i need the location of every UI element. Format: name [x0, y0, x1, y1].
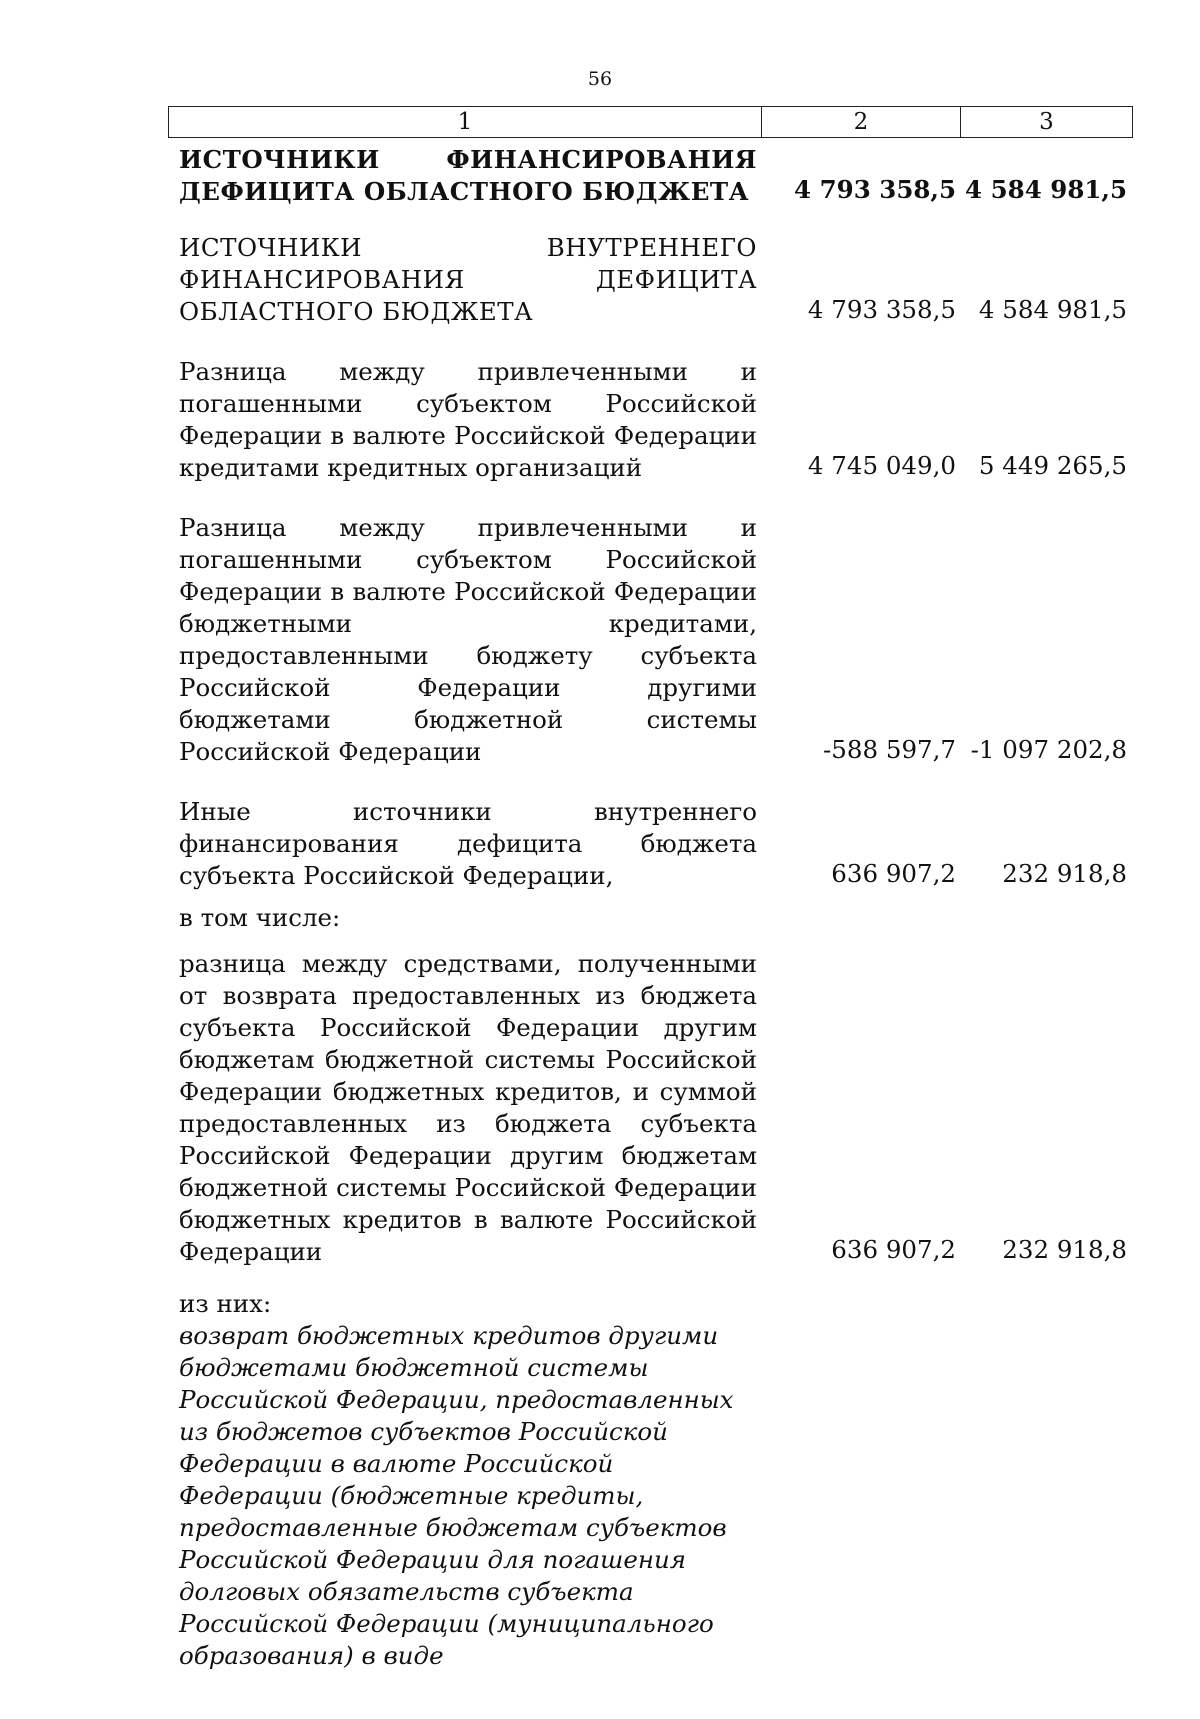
row-label: Разница между привлеченными и погашенными субъектом Российской Федерации в валюте Российской Федерации кредитами кредитных организаций [179, 357, 757, 482]
row-label: возврат бюджетных кредитов другими бюджетами бюджетной системы Российской Федерации, предоставленных из бюджетов субъектов Российской Федерации в валюте Российской Федерации (бюджетные кредиты, предоставленные бюджетам субъектов Российской Федерации для погашения долговых обязательств субъекта Российской Федерации (муниципального образования) в виде [179, 1321, 734, 1670]
row-value-col3: 232 918,8 [1002, 859, 1127, 888]
row-value-col3: 4 584 981,5 [978, 295, 1127, 324]
table-row [0, 356, 1200, 484]
row-value-col2: 4 745 049,0 [807, 451, 956, 480]
row-label: из них: [179, 1289, 272, 1318]
row-value-col3: 5 449 265,5 [978, 451, 1127, 480]
row-value-col3: 232 918,8 [1002, 1235, 1127, 1264]
row-value-col2: 4 793 358,5 [794, 175, 956, 204]
table-row [0, 144, 1200, 208]
row-value-col2: -588 597,7 [823, 735, 956, 764]
table-row [0, 796, 1200, 892]
row-label: ИСТОЧНИКИ ВНУТРЕННЕГО ФИНАНСИРОВАНИЯ ДЕФИЦИТА ОБЛАСТНОГО БЮДЖЕТА [179, 233, 757, 326]
row-value-col3: 4 584 981,5 [965, 175, 1127, 204]
table-row [0, 1288, 1200, 1320]
row-label: ИСТОЧНИКИ ФИНАНСИРОВАНИЯ ДЕФИЦИТА ОБЛАСТНОГО БЮДЖЕТА [179, 145, 757, 206]
row-label: разница между средствами, полученными от возврата предоставленных из бюджета субъекта Российской Федерации другим бюджетам бюджетной системы Российской Федерации бюджетных кредитов, и суммой предоставленных из бюджета субъекта Российской Федерации другим бюджетам бюджетной системы Российской Федерации бюджетных кредитов в валюте Российской Федерации [179, 949, 757, 1266]
row-value-col2: 636 907,2 [831, 1235, 956, 1264]
budget-table-body [0, 144, 1200, 1672]
table-row [0, 902, 1200, 934]
row-label: в том числе: [179, 903, 341, 932]
row-value-col3: -1 097 202,8 [970, 735, 1127, 764]
column-header-1: 1 [169, 107, 762, 138]
column-header-2: 2 [762, 107, 961, 138]
column-header-table [168, 106, 1133, 138]
table-row [0, 948, 1200, 1268]
row-label: Иные источники внутреннего финансирования дефицита бюджета субъекта Российской Федерации, [179, 797, 757, 890]
row-label: Разница между привлеченными и погашенными субъектом Российской Федерации в валюте Российской Федерации бюджетными кредитами, предоставленными бюджету субъекта Российской Федерации другими бюджетами бюджетной системы Российской Федерации [179, 513, 757, 766]
row-value-col2: 636 907,2 [831, 859, 956, 888]
table-row [0, 512, 1200, 768]
column-header-3: 3 [961, 107, 1133, 138]
table-row [0, 232, 1200, 328]
row-value-col2: 4 793 358,5 [807, 295, 956, 324]
page-number: 56 [587, 68, 613, 90]
table-row [0, 1320, 1200, 1672]
